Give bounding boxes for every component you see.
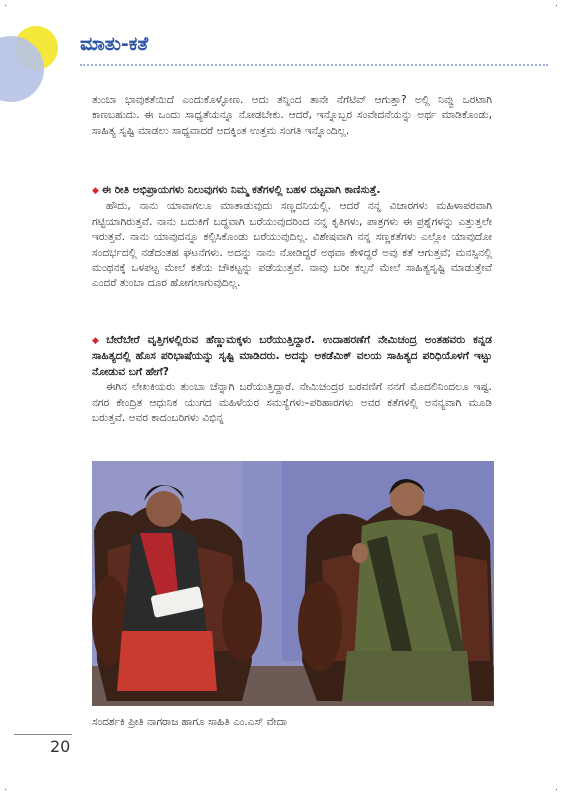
answer-2: ಈಗಿನ ಲೇಖಕಿಯರು ತುಂಬಾ ಚೆನ್ನಾಗಿ ಬರೆಯುತ್ತಿದ್ದಾರೆ. ನೇಮಿಚಂದ್ರರ ಬರವಣಿಗೆ ನನಗೆ ಮೊದಲಿನಿಂದಲೂ ಇಷ್ಟ. ನಗರ ಕೇಂದ್ರಿತ ಆಧುನಿಕ ಯುಗದ ಮಹಿಳೆಯರ ಸಮಸ್ಯೆಗಳು–ಪರಿಹಾರಗಳು ಅವರ ಕತೆಗಳಲ್ಲಿ ಅನನ್ಯವಾಗಿ ಮೂಡಿ ಬರುತ್ತವೆ. ಅವರ ಕಾದಂಬರಿಗಳು ವಿಭಿನ್ನ: [92, 381, 492, 425]
interview-photo-illustration: [92, 461, 494, 706]
photo-caption: ಸಂದರ್ಶಕಿ ಪ್ರೀತಿ ನಾಗರಾಜ ಹಾಗೂ ಸಾಹಿತಿ ಎಂ.ಎಸ್ ವೇದಾ: [92, 716, 287, 728]
interview-photo: [92, 461, 494, 706]
crop-mark-top-right: ·: [554, 1, 558, 12]
bullet-diamond-icon: ◆: [92, 186, 99, 196]
crop-mark-top-left: ·: [4, 1, 8, 12]
paragraph-intro: [92, 93, 492, 139]
crop-mark-bottom-right: ·: [554, 785, 558, 796]
qa-block-2: [92, 333, 492, 426]
page-number: 20: [50, 737, 71, 756]
paragraph-text: ತುಂಬಾ ಭಾವುಕತೆಯಿದೆ ಎಂದುಕೊಳ್ಳೋಣ. ಅದು ತನ್ನಿಂದ ತಾನೇ ನೆಗೆಟಿವ್ ಆಗುತ್ತಾ? ಅಲ್ಲಿ ನಿವ್ವು ಒರಟಾಗಿ ಕಾಣಬಹುದು. ಈ ಒಂದು ಸಾಧ್ಯತೆಯನ್ನೂ ನೋಡಬೇಕು. ಆದರೆ, ಇನ್ನೊಬ್ಬರ ಸಂವೇದನೆಯನ್ನು ಅರ್ಥ ಮಾಡಿಕೊಂಡು, ಸಾಹಿತ್ಯ ಸೃಷ್ಟಿ ಮಾಡಲು ಸಾಧ್ಯವಾದರೆ ಅದಕ್ಕಿಂತ ಉತ್ತಮ ಸಂಗತಿ ಇನ್ನೊಂದಿಲ್ಲ.: [92, 94, 492, 137]
question-1-text: ಈ ರೀತಿ ಅಭಿಪ್ರಾಯಗಳು ನಿಲುವುಗಳು ನಿಮ್ಮ ಕತೆಗಳಲ್ಲಿ ಬಹಳ ದಟ್ಟವಾಗಿ ಕಾಣಿಸುತ್ತೆ.: [101, 184, 381, 196]
bullet-diamond-icon: ◆: [92, 336, 104, 346]
header-dotted-divider: [80, 64, 548, 66]
question-2-text: ಬೇರೆಬೇರೆ ವೃತ್ತಿಗಳಲ್ಲಿರುವ ಹೆಣ್ಣುಮಕ್ಕಳು ಬರೆಯುತ್ತಿದ್ದಾರೆ. ಉದಾಹರಣೆಗೆ ನೇಮಿಚಂದ್ರ ಅಂತಹವರು ಕನ್ನಡ ಸಾಹಿತ್ಯದಲ್ಲಿ ಹೊಸ ಪರಿಭಾಷೆಯನ್ನು ಸೃಷ್ಟಿ ಮಾಡಿದರು. ಅದನ್ನು ಅಕಡೆಮಿಕ್ ವಲಯ ಸಾಹಿತ್ಯದ ಪರಿಧಿಯೊಳಗೆ ಇಟ್ಟು ನೋಡುವ ಬಗೆ ಹೇಗೆ?: [92, 334, 492, 378]
question-2: [92, 333, 492, 380]
section-title: ಮಾತು-ಕತೆ: [80, 33, 149, 55]
footer-divider: [14, 734, 72, 735]
answer-1: ಹೌದು, ನಾನು ಯಾವಾಗಲೂ ಮಾತಾಡುವುದು ಸಣ್ಣದನಿಯಲ್ಲಿ. ಆದರೆ ನನ್ನ ವಿಚಾರಗಳು ಮಹಿಳಾಪರವಾಗಿ ಗಟ್ಟಿಯಾಗಿರುತ್ತವೆ. ನಾನು ಬದುಕಿಗೆ ಬದ್ಧವಾಗಿ ಬರೆಯುವುದರಿಂದ ನನ್ನ ಕೃತಿಗಳು, ಪಾತ್ರಗಳು ಈ ಪ್ರಶ್ನೆಗಳನ್ನು ಎತ್ತುತ್ತಲೇ ಇರುತ್ತವೆ. ನಾನು ಯಾವುದನ್ನೂ ಕಲ್ಪಿಸಿಕೊಂಡು ಬರೆಯುವುದಿಲ್ಲ. ವಿಶೇಷವಾಗಿ ನನ್ನ ಸಣ್ಣಕತೆಗಳು ಎಲ್ಲೋ ಯಾವುದೋ ಸಂದರ್ಭದಲ್ಲಿ ನಡೆದಂತಹ ಘಟನೆಗಳು. ಅದನ್ನು ನಾನು ನೋಡಿದ್ದರೆ ಅಥವಾ ಕೇಳಿದ್ದರೆ ಅವು ಕತೆ ಆಗುತ್ತವೆ; ಮನಸ್ಸಿನಲ್ಲಿ ಮಂಥನಕ್ಕೆ ಒಳಪಟ್ಟ ಮೇಲೆ ಕತೆಯ ಚೌಕಟ್ಟನ್ನು ಪಡೆಯುತ್ತವೆ. ನಾವು ಬರೀ ಕಲ್ಪನೆ ಮೇಲೆ ಸಾಹಿತ್ಯಸೃಷ್ಟಿ ಮಾಡುತ್ತೇವೆ ಎಂದರೆ ತುಂಬಾ ದೂರ ಹೋಗಲಾಗುವುದಿಲ್ಲ.: [92, 200, 492, 290]
question-1: [92, 183, 492, 199]
qa-block-1: [92, 183, 492, 292]
crop-mark-bottom-left: ·: [4, 785, 8, 796]
